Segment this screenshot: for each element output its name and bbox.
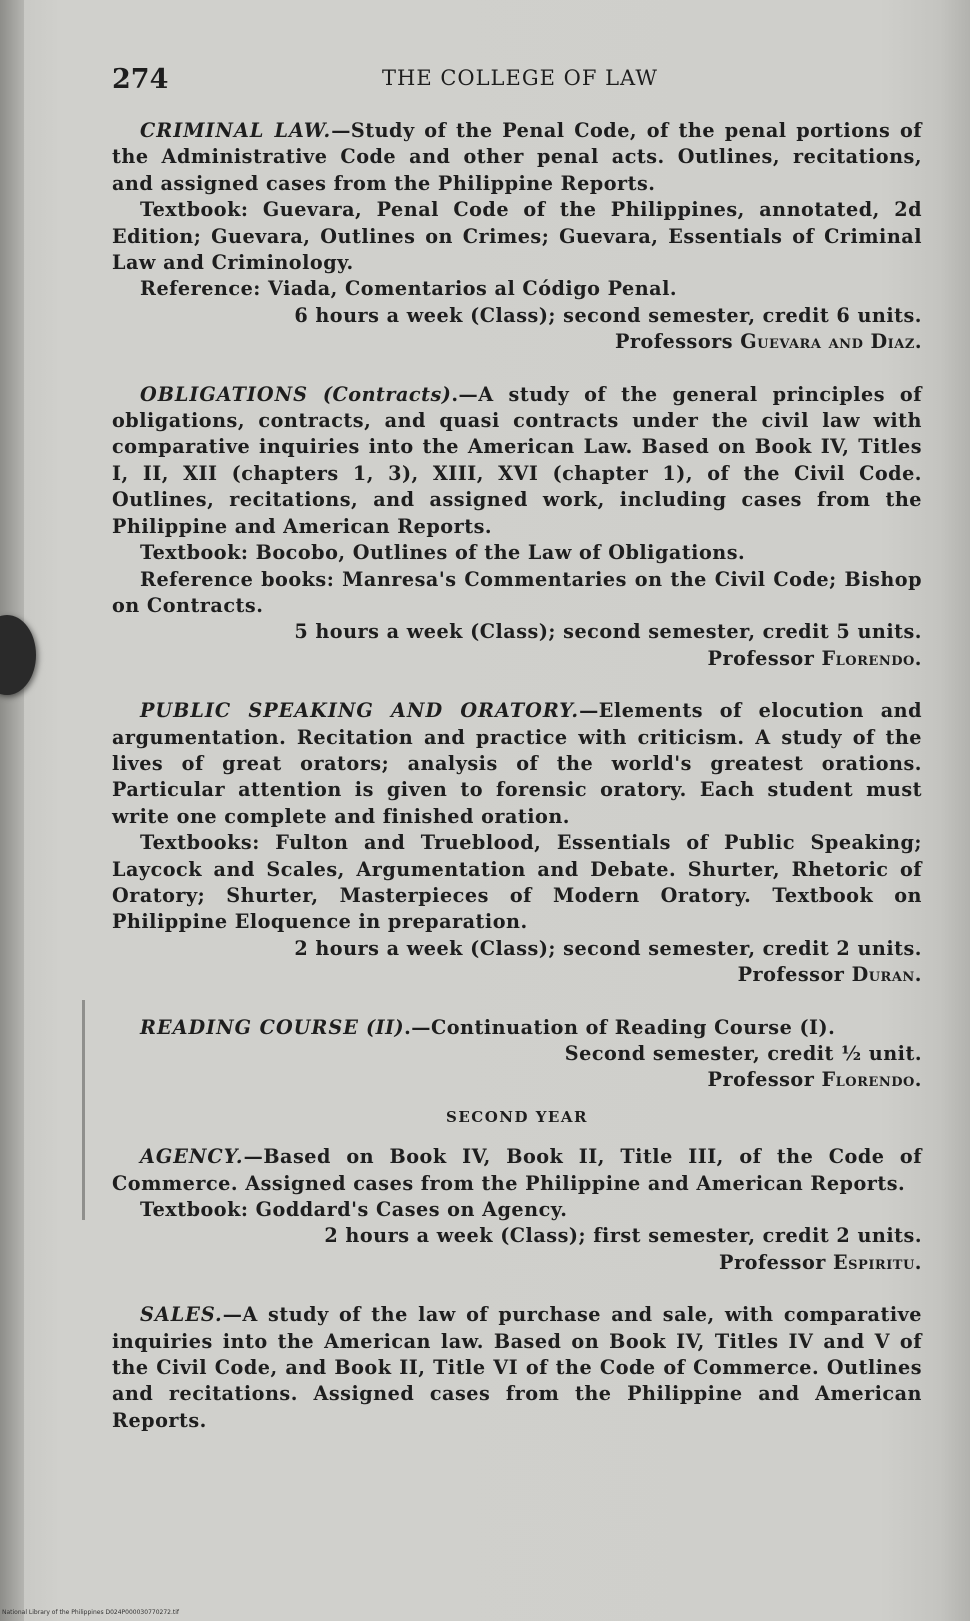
professor-prefix: Professor (707, 646, 822, 670)
course-desc-text: —A study of the law of purchase and sale, with comparative inquiries into the American law. Based on Book IV, Titles IV and V of the Civil Code, and Book II, Title VI of the Code of Commerce. Outlines and recitations. Assigned cases from the Philippine and American Reports. (112, 1303, 922, 1432)
course-professor (112, 1250, 922, 1276)
course-description (112, 1015, 922, 1041)
course-desc-text: .—A study of the general principles of obligations, contracts, and quasi contracts under the civil law with comparative inquiries into the American Law. Based on Book IV, Titles I, II, XII (chapters 1, 3), XIII, XVI (chapter 1), of the Civil Code. Outlines, recitations, and assigned work, including cases from the Philippine and American Reports. (112, 382, 922, 538)
course-agency (112, 1144, 922, 1276)
course-desc-text: —Based on Book IV, Book II, Title III, of the Code of Commerce. Assigned cases from the Philippine and American Reports. (112, 1145, 922, 1195)
course-reference: Reference books: Manresa's Commentaries on the Civil Code; Bishop on Contracts. (112, 567, 922, 617)
professor-name: Florendo. (821, 646, 922, 670)
course-meta (112, 303, 922, 356)
course-description (112, 1302, 922, 1434)
course-textbook: Textbook: Bocobo, Outlines of the Law of Obligations. (140, 541, 746, 565)
professor-name: Duran. (851, 963, 922, 987)
course-professor (112, 1067, 922, 1093)
course-description (112, 1144, 922, 1197)
professor-name: Guevara and Diaz. (740, 330, 922, 354)
course-public-speaking (112, 698, 922, 988)
course-subtitle: (II) (366, 1015, 405, 1039)
course-schedule: 6 hours a week (Class); second semester, credit 6 units. (294, 303, 922, 327)
course-schedule: 2 hours a week (Class); second semester, credit 2 units. (294, 936, 922, 960)
course-meta (112, 1041, 922, 1094)
course-textbook: Textbooks: Fulton and Trueblood, Essentials of Public Speaking; Laycock and Scales, Argumentation and Debate. Shurter, Rhetoric of Oratory; Shurter, Masterpieces of Modern Oratory. Textbook on Philippine Eloquence in preparation. (112, 831, 922, 934)
course-title: CRIMINAL LAW. (140, 119, 332, 142)
margin-pencil-line (82, 1000, 85, 1220)
professor-name: Espiritu. (833, 1250, 922, 1274)
course-textbook: Textbook: Goddard's Cases on Agency. (140, 1198, 568, 1222)
page-number: 274 (112, 64, 169, 95)
course-schedule: 2 hours a week (Class); first semester, credit 2 units. (324, 1224, 922, 1248)
course-criminal-law (112, 118, 922, 356)
course-title: PUBLIC SPEAKING AND ORATORY. (140, 699, 580, 723)
course-professor (112, 329, 922, 355)
professor-name: Florendo. (821, 1068, 922, 1092)
course-title: READING COURSE (140, 1015, 359, 1039)
course-desc-text: —Elements of elocution and argumentation. Recitation and practice with criticism. A study of the lives of great orators; analysis of the world's greatest orations. Particular attention is given to forensic oratory. Each student must write one complete and finished oration. (112, 699, 922, 828)
course-reference: Reference: Viada, Comentarios al Código Penal. (140, 277, 678, 301)
course-professor (112, 646, 922, 672)
course-description (112, 698, 922, 830)
course-title: OBLIGATIONS (140, 382, 308, 406)
course-meta (112, 936, 922, 989)
course-subtitle: (Contracts) (322, 382, 452, 406)
course-meta (112, 1223, 922, 1276)
professor-prefix: Professor (737, 963, 852, 987)
section-heading: SECOND YEAR (446, 1107, 588, 1126)
professor-prefix: Professor (719, 1250, 834, 1274)
course-sales (112, 1302, 922, 1434)
binding-shadow (0, 0, 24, 1621)
course-schedule: Second semester, credit ½ unit. (564, 1042, 922, 1065)
course-meta (112, 619, 922, 672)
professor-prefix: Professors (614, 330, 741, 354)
page-body (112, 118, 922, 1460)
page-header (112, 64, 922, 96)
scan-footer: National Library of the Philippines D024P000030770272.tif (2, 1609, 180, 1616)
course-professor (112, 962, 922, 988)
course-title: AGENCY. (140, 1145, 244, 1169)
course-reading (112, 1015, 922, 1094)
course-title: SALES. (140, 1303, 223, 1327)
course-description (112, 118, 922, 197)
course-obligations (112, 382, 922, 672)
course-desc-text: —Study of the Penal Code, of the penal portions of the Administrative Code and other penal acts. Outlines, recitations, and assigned cases from the Philippine Reports. (112, 119, 922, 195)
course-description (112, 382, 922, 540)
punch-hole (0, 615, 36, 695)
professor-prefix: Professor (707, 1068, 822, 1092)
running-title: THE COLLEGE OF LAW (382, 66, 658, 90)
course-schedule: 5 hours a week (Class); second semester, credit 5 units. (294, 620, 922, 644)
course-textbook: Textbook: Guevara, Penal Code of the Philippines, annotated, 2d Edition; Guevara, Outlines on Crimes; Guevara, Essentials of Criminal Law and Criminology. (112, 198, 922, 275)
course-desc-text: .—Continuation of Reading Course (I). (404, 1015, 836, 1039)
